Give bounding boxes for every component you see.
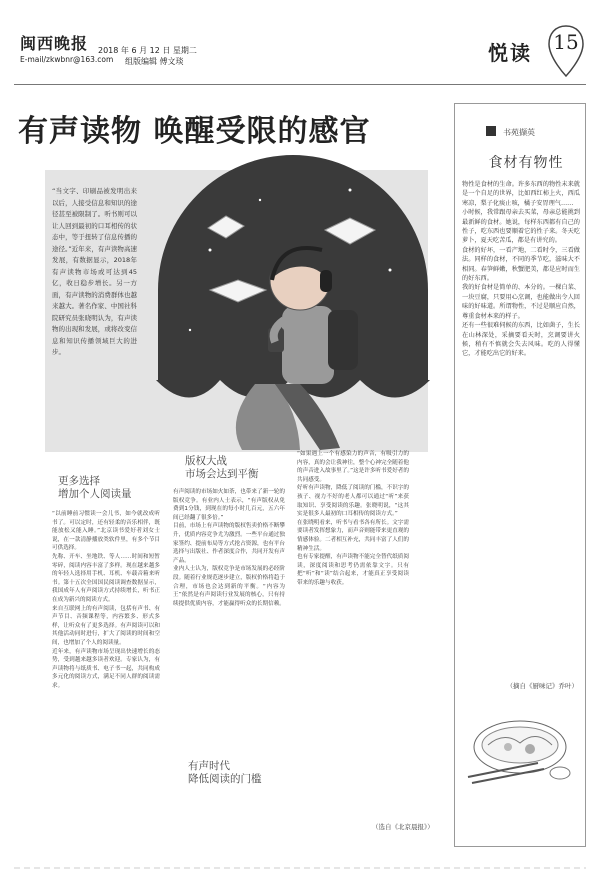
page-editor: 组版编辑 傅文琰 bbox=[125, 57, 184, 66]
issue-date: 2018 年 6 月 12 日 星期二 bbox=[98, 46, 197, 55]
column-marker-icon bbox=[486, 126, 496, 136]
article-headline: 有声读物 唤醒受限的感官 bbox=[18, 114, 371, 149]
page-number: 15 bbox=[553, 30, 579, 54]
section-heading-more-choices: 更多选择 增加个人阅读量 bbox=[58, 475, 132, 500]
masthead bbox=[0, 0, 600, 70]
section-title: 悦读 bbox=[488, 41, 532, 65]
sidebar-credit: （摘自《厨味记》乔叶） bbox=[506, 682, 578, 690]
contact-email: E-mail/zkwbnr@163.com bbox=[20, 55, 114, 64]
sidebar-column-label: 书苑撷英 bbox=[503, 128, 535, 137]
newspaper-logo: 闽西晚报 bbox=[20, 34, 89, 53]
crop-marks bbox=[14, 860, 586, 876]
section-heading-copyright: 版权大战 市场会达到平衡 bbox=[185, 455, 259, 480]
article-source: （选自《北京晨报》） bbox=[372, 823, 434, 831]
listening-reader-illustration bbox=[150, 130, 436, 456]
sidebar-title: 食材有物性 bbox=[488, 155, 564, 171]
header-rule bbox=[14, 84, 586, 85]
section-body-copyright: 有声阅读的市场如火如荼，也带来了新一轮的版权竞争。有业内人士表示，“有声版权从免费到1分钱，到现在的每小时几百元，五六年间已经翻了很多倍。” 目前，市场上有声读物的版权售卖价格不断攀升，优质内容竞争尤为激烈。一些平台通过独家签约、提前布局等方式抢占资源，也有平台选择与出版社、作者深度合作，共同开发有声产品。 业内人士认为，版权竞争是市场发展的必经阶段。随着行业规范逐步建立，版权价格将趋于合理，市场也会达到新的平衡。“内容为王”依然是有声阅读行业发展的核心，只有持续提供优质内容，才能赢得听众的长期信赖。 bbox=[173, 489, 285, 607]
section-body-more-choices: “以前睡前习惯读一会儿书，如今就改成听书了。可以定时，还有轻柔的音乐相伴，既能放松又能入睡。”北京读书爱好者刘女士说，在一款清静播放类软件里，有多个节目可供选择。 先称、开车、坐地铁、等人……时间和短暂零碎，阅读内容丰富了多样。现在越来越多的年轻人选择用手机、耳机、车载音箱来听书。第十五次全国国民阅读调查数据显示，我国成年人有声阅读方式持续增长，听书正在成为新兴的阅读方式。 来自互联网上的有声阅读，包括有声书、有声节目、音频课程等，内容繁多、形式多样，让听众有了更多选择。有声阅读可以和其他活动同时进行，扩大了阅读的时间和空间，也增加了个人的阅读量。 近年来，有声读物市场呈现出快速增长的态势，受到越来越多读者欢迎。专家认为，有声读物将与纸质书、电子书一起，共同构成多元化的阅读方式，满足不同人群的阅读需求。 bbox=[52, 511, 160, 689]
section-heading-audio-era: 有声时代 降低阅读的门槛 bbox=[188, 760, 262, 785]
sidebar-body: 物性是食材的生命。许多东西的物性未来就是一个自足的世界，比如西红柿上火，西瓜寒凉，梨子化痰止咳，橘子安胃理气…… 小时候，我常跟母亲去买菜，母亲总能挑到最新鲜的食材。她说，每样东西都有自己的性子，吃东西也要顺着它的性子来。冬天吃萝卜，夏天吃苦瓜，都是有讲究的。 食材的好坏，一看产地，二看时令，三看做法。同样的食材，不同的季节吃，滋味大不相同。春笋鲜嫩，秋蟹肥美，都是应时而生的好东西。 我的好食材是简单的、本分的。一棵白菜、一块豆腐，只要用心烹调，也能做出令人回味的好味道。所谓物性，不过是顺应自然，尊重食材本来的样子。 还有一些很难伺候的东西，比如菌子，生长在山林深处，采摘要看天时，烹调要讲火候，稍有不慎就会失去风味。吃的人得懂它，才能吃出它的好来。 bbox=[462, 181, 580, 358]
food-bowl-drawing bbox=[458, 705, 582, 790]
section-body-audio-era: “如果遇上一个有感染力的声音，有吸引力的内容，真的会让我神往，整个心神完全随着他的声音进入故事里了。”这是许多听书爱好者的共同感受。 好听有声读物，降低了阅读的门槛，不识字的孩子、视力不好的老人都可以通过“听”来获取知识、享受阅读的乐趣。张晓明说，“这其实是很多人最初的口耳相传的阅读方式。” 在张晓明看来，听书与看书各有所长。文字需要读者发挥想象力，而声音则能带来更直观的情感体验。二者相互补充，共同丰富了人们的精神生活。 也有专家提醒，有声读物不能完全替代纸质阅读，深度阅读和思考仍需依靠文字。只有把“听”和“读”结合起来，才能真正享受阅读带来的乐趣与收获。 bbox=[297, 451, 409, 586]
article-lead: “当文字、印刷品被发明出来以后，人接受信息和知识的途径甚至被限制了。听书则可以让人回到最初的口耳相传的状态中，等于扭转了信息传播的途径。”近年来，有声读物高速发展，有数据显示，2018年有声读物市场或可达到45亿，收日稳步增长。另一方面，有声读物的消费群体也越来越大。著名作家、中国社科院研究员张晓明认为，有声读物的出现和发展，或将改变信息和知识传播领域巨大的进步。 bbox=[52, 187, 137, 356]
